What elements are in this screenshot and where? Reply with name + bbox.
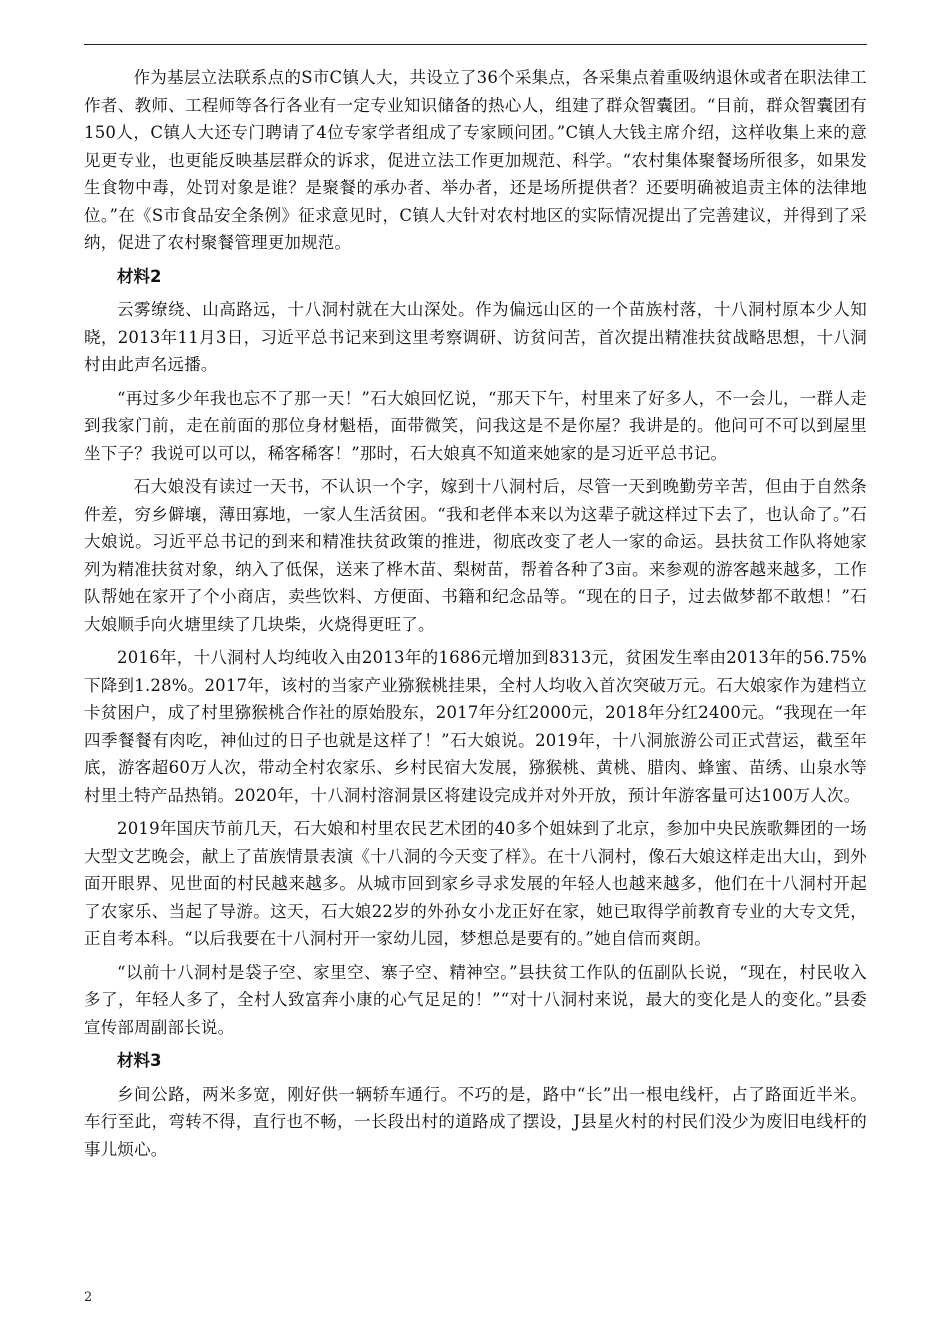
paragraph-shi-recollection: “再过多少年我也忘不了那一天！”石大娘回忆说，“那天下午，村里来了好多人，不一会儿，一群人走到我家门前，走在前面的那位身材魁梧，面带微笑，问我这是不是你屋？我讲是的。他问可不可以到屋里坐下子？我说可以可以，稀客稀客！”那时，石大娘真不知道来她家的是习近平总书记。	[84, 388, 867, 463]
paragraph-beijing-performance: 2019年国庆节前几天，石大娘和村里农民艺术团的40多个姐妹到了北京，参加中央民族歌舞团的一场大型文艺晚会，献上了苗族情景表演《十八洞的今天变了样》。在十八洞村，像石大娘这样走出大山，到外面开眼界、见世面的村民越来越多。从城市回到家乡寻求发展的年轻人也越来越多，他们在十八洞村开起了农家乐、当起了导游。这天，石大娘22岁的外孙女小龙正好在家，她已取得学前教育专业的大专文凭，正自考本科。“以后我要在十八洞村开一家幼儿园，梦想总是要有的。”她自信而爽朗。	[84, 819, 867, 948]
section-heading-material-3: 材料3	[117, 1051, 162, 1070]
section-heading-material-2: 材料2	[117, 266, 162, 286]
paragraph-income-statistics: 2016年，十八洞村人均纯收入由2013年的1686元增加到8313元，贫困发生率由2013年的56.75%下降到1.28%。2017年，该村的当家产业猕猴桃挂果，全村人均收入首次突破万元。石大娘家作为建档立卡贫困户，成了村里猕猴桃合作社的原始股东，2017年分红2000元，2018年分红2400元。“我现在一年四季餐餐有肉吃，神仙过的日子也就是这样了！”石大娘说。2019年，十八洞旅游公司正式营运，截至年底，游客超60万人次，带动全村农家乐、乡村民宿大发展，猕猴桃、黄桃、腊肉、蜂蜜、苗绣、山泉水等村里土特产品热销。2020年，十八洞村溶洞景区将建设完成并对外开放，预计年游客量可达100万人次。	[84, 648, 867, 805]
header-rule	[84, 44, 867, 45]
paragraph-shi-poverty: 石大娘没有读过一天书，不认识一个字，嫁到十八洞村后，尽管一天到晚勤劳辛苦，但由于自然条件差，穷乡僻壤，薄田寡地，一家人生活贫困。“我和老伴本来以为这辈子就这样过下去了，也认命了。”石大娘说。习近平总书记的到来和精准扶贫政策的推进，彻底改变了老人一家的命运。县扶贫工作队将她家列为精准扶贫对象，纳入了低保，送来了桦木苗、梨树苗，帮着各种了3亩。来参观的游客越来越多，工作队帮她在家开了个小商店，卖些饮料、方便面、书籍和纪念品等。“现在的日子，过去做梦都不敢想！”石大娘顺手向火塘里续了几块柴，火烧得更旺了。	[84, 477, 867, 634]
document-body	[84, 64, 867, 1169]
paragraph-village-change: “以前十八洞村是袋子空、家里空、寨子空、精神空。”县扶贫工作队的伍副队长说，“现在，村民收入多了，年轻人多了，全村人致富奔小康的心气足足的！”“对十八洞村来说，最大的变化是人的变化。”县委宣传部周副部长说。	[84, 962, 867, 1037]
paragraph-electric-pole: 乡间公路，两米多宽，刚好供一辆轿车通行。不巧的是，路中“长”出一根电线杆，占了路面近半米。车行至此，弯转不得，直行也不畅，一长段出村的道路成了摆设，J县星火村的村民们没少为废旧电线杆的事儿烦心。	[84, 1084, 867, 1159]
paragraph-c-town-legislation: 作为基层立法联系点的S市C镇人大，共设立了36个采集点，各采集点着重吸纳退休或者在职法律工作者、教师、工程师等各行各业有一定专业知识储备的热心人，组建了群众智囊团。“目前，群众智囊团有150人，C镇人大还专门聘请了4位专家学者组成了专家顾问团。”C镇人大钱主席介绍，这样收集上来的意见更专业，也更能反映基层群众的诉求，促进立法工作更加规范、科学。“农村集体聚餐场所很多，如果发生食物中毒，处罚对象是谁？是聚餐的承办者、举办者，还是场所提供者？还要明确被追责主体的法律地位。”在《S市食品安全条例》征求意见时，C镇人大针对农村地区的实际情况提出了完善建议，并得到了采纳，促进了农村聚餐管理更加规范。	[84, 68, 867, 252]
paragraph-shibadong-intro: 云雾缭绕、山高路远，十八洞村就在大山深处。作为偏远山区的一个苗族村落，十八洞村原本少人知晓，2013年11月3日，习近平总书记来到这里考察调研、访贫问苦，首次提出精准扶贫战略思想，十八洞村由此声名远播。	[84, 300, 867, 374]
page-number: 2	[84, 1290, 93, 1305]
